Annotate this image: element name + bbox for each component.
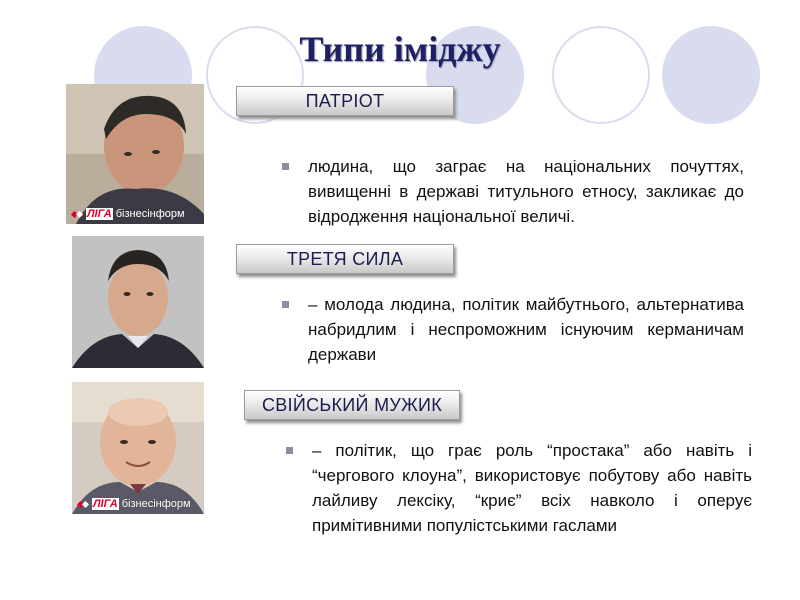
description-text-3: – політик, що грає роль “простака” або навіть і “чергового клоуна”, використовує побутову або навіть лайливу лексіку, “криє” всіх навколо і оперує примітивними популістськими гаслами — [312, 441, 752, 535]
bullet-square-icon — [282, 163, 289, 170]
description-text-2: – молода людина, політик майбутнього, альтернатива набридлим і неспроможним існуючим керманичам держави — [308, 295, 744, 364]
photo-watermark-1 — [72, 208, 185, 220]
slide-title: Типи іміджу — [299, 29, 501, 69]
type-label-third-force: ТРЕТЯ СИЛА — [236, 244, 454, 274]
description-item-3 — [286, 438, 752, 538]
watermark-brand: ЛІГА — [93, 498, 118, 510]
portrait-image-3 — [72, 382, 204, 514]
photo-watermark-3 — [78, 498, 191, 510]
watermark-brand: ЛІГА — [87, 208, 112, 220]
type-label-patriot: ПАТРІОТ — [236, 86, 454, 116]
type-label-domestic-man: СВІЙСЬКИЙ МУЖИК — [244, 390, 460, 420]
portrait-image-2 — [72, 236, 204, 368]
portrait-photo-1 — [66, 84, 204, 224]
bullet-square-icon — [286, 447, 293, 454]
watermark-rest: бізнесінформ — [115, 208, 185, 220]
portrait-photo-2 — [72, 236, 204, 368]
liga-logo-icon — [72, 209, 83, 220]
watermark-rest: бізнесінформ — [121, 498, 191, 510]
description-item-2 — [282, 292, 744, 367]
description-text-1: людина, що заграє на національних почуттях, вивищенні в державі титульного етносу, закликає до відродження національної величі. — [308, 157, 744, 226]
bullet-square-icon — [282, 301, 289, 308]
portrait-image-1 — [66, 84, 204, 224]
portrait-photo-3 — [72, 382, 204, 514]
description-item-1 — [282, 154, 744, 229]
liga-logo-icon — [78, 499, 89, 510]
